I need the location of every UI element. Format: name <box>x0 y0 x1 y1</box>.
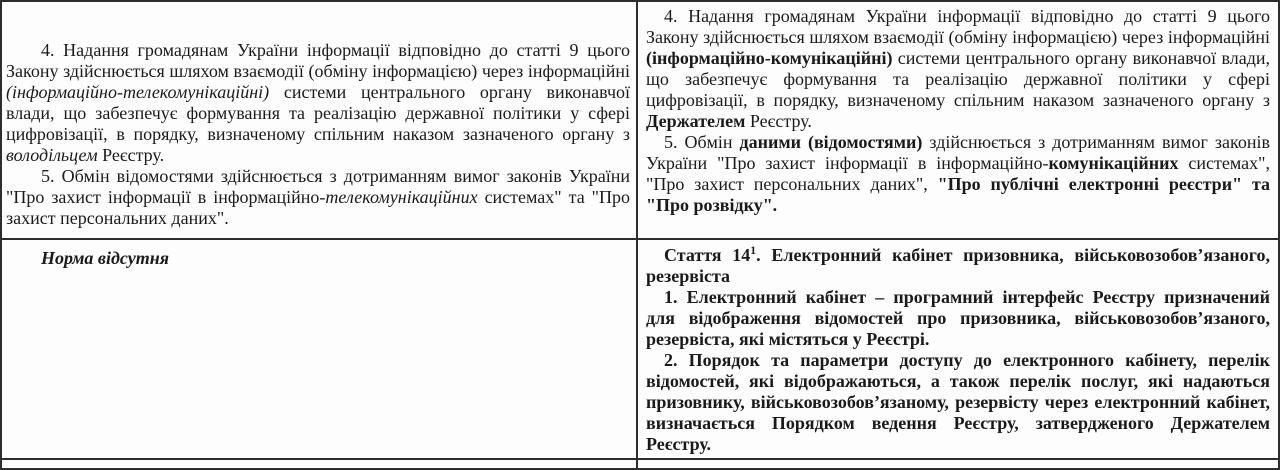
text-run: 2. Порядок та параметри доступу до електронного кабінету, перелік відомостей, які відображаються, а також перелік послуг, які надаються призовнику, військовозобов’язаному, резервісту через електронний кабінет, визначається Порядком ведення Реєстру, затвердженого Держателем Реєстру. <box>646 350 1270 454</box>
old-version-cell-row1 <box>2 2 638 240</box>
text-run: (інформаційно-телекомунікаційні) <box>6 82 270 102</box>
text-run: системах", "Про захист персональних даних", <box>646 153 1270 194</box>
text-run: 1. Електронний кабінет – програмний інтерфейс Реєстру призначений для відображення відомостей про призовника, військовозобов’язаного, резервіста, які містяться у Реєстрі. <box>646 287 1270 349</box>
paragraph <box>646 132 1270 216</box>
text-run: володільцем <box>6 145 98 165</box>
text-run: "Про публічні електронні реєстри" та "Про розвідку". <box>646 174 1271 215</box>
text-run: (інформаційно-комунікаційні) <box>646 48 893 68</box>
paragraph <box>646 350 1270 455</box>
new-version-cell-row1 <box>638 2 1278 240</box>
old-version-cell-row3 <box>2 460 638 468</box>
text-run: 4. Надання громадянам України інформації відповідно до статті 9 цього Закону здійснюється шляхом взаємодії (обміну інформацією) через інформаційні <box>646 6 1270 47</box>
paragraph <box>6 248 630 269</box>
paragraph <box>6 40 630 166</box>
superscript-run: 1 <box>750 244 757 257</box>
text-run: Реєстру. <box>97 145 165 165</box>
text-run: даними (відомостями) <box>739 132 923 152</box>
new-version-cell-row3 <box>638 460 1278 468</box>
text-run: здійснюється з дотриманням вимог законів України "Про захист інформації в інформаційно- <box>646 132 1270 173</box>
text-run: . Електронний кабінет призовника, військовозобов’язаного, резервіста <box>646 245 1270 286</box>
text-run: Норма відсутня <box>41 248 170 268</box>
paragraph <box>646 6 1270 132</box>
text-run: комунікаційних <box>1048 153 1179 173</box>
old-version-cell-row2 <box>2 240 638 460</box>
new-version-cell-row2 <box>638 240 1278 460</box>
text-run: Стаття 14 <box>664 245 751 265</box>
text-run: 5. Обмін відомостями здійснюється з дотриманням вимог законів України "Про захист інформації в інформаційно- <box>6 166 630 207</box>
text-run: системи центрального органу виконавчої влади, що забезпечує формування та реалізацію державної політики у сфері цифровізації, в порядку, визначеному спільним наказом зазначеного органу з <box>6 82 630 144</box>
text-run: системи центрального органу виконавчої влади, що забезпечує формування та реалізацію державної політики у сфері цифровізації, в порядку, визначеному спільним наказом зазначеного органу з <box>646 48 1270 110</box>
text-run: 5. Обмін <box>664 132 740 152</box>
text-run: 4. Надання громадянам України інформації відповідно до статті 9 цього Закону здійснюється шляхом взаємодії (обміну інформацією) через інформаційні <box>6 40 630 81</box>
text-run: системах" та "Про захист персональних даних". <box>6 187 630 228</box>
paragraph <box>646 245 1270 287</box>
text-run: Держателем <box>646 111 746 131</box>
text-run: Реєстру. <box>745 111 812 131</box>
paragraph <box>646 287 1270 350</box>
text-run: телекомунікаційних <box>325 187 478 207</box>
paragraph <box>6 166 630 229</box>
